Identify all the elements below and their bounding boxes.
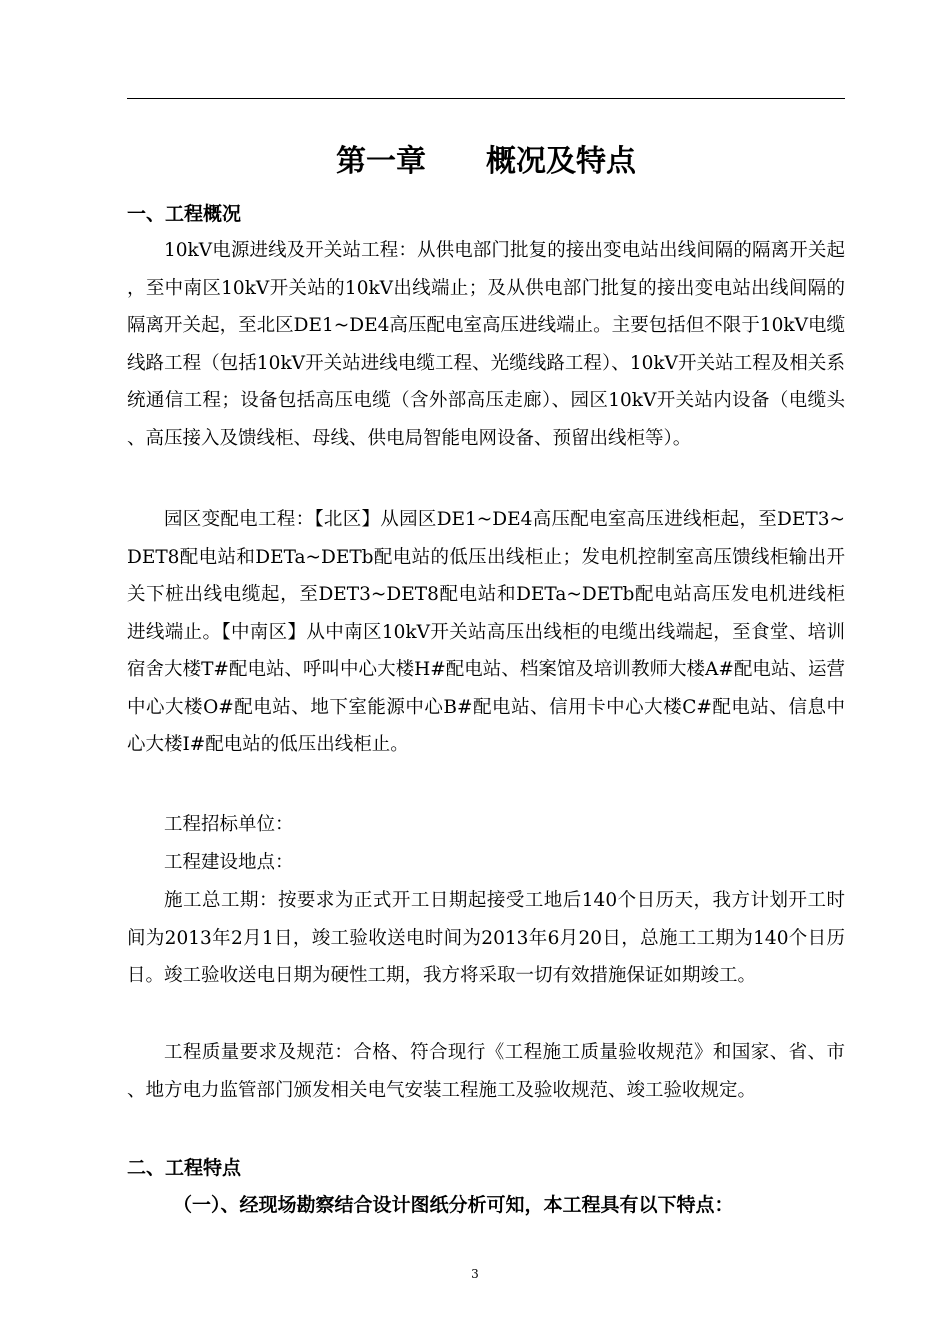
paragraph-substation: 园区变配电工程：【北区】从园区DE1~DE4高压配电室高压进线柜起，至DET3~DET8配电站和DETa~DETb配电站的低压出线柜止；发电机控制室高压馈线柜输出开关下桩出线电缆起，至DET3~DET8配电站和DETa~DETb配电站高压发电机进线柜进线端止。【中南区】从中南区10kV开关站高压出线柜的电缆出线端起，至食堂、培训宿舍大楼T#配电站、呼叫中心大楼H#配电站、档案馆及培训教师大楼A#配电站、运营中心大楼O#配电站、地下室能源中心B#配电站、信用卡中心大楼C#配电站、信息中心大楼I#配电站的低压出线柜止。 — [127, 509, 845, 755]
subheading-features-intro: （一）、经现场勘察结合设计图纸分析可知，本工程具有以下特点： — [173, 1194, 734, 1216]
header-rule — [127, 98, 845, 99]
section-heading-features: 二、工程特点 — [127, 1157, 242, 1179]
chapter-title: 第一章 概况及特点 — [336, 144, 636, 179]
paragraph-quality: 工程质量要求及规范：合格、符合现行《工程施工质量验收规范》和国家、省、市、地方电力监管部门颁发相关电气安装工程施工及验收规范、竣工验收规定。 — [127, 1042, 845, 1101]
page-number: 3 — [471, 1267, 479, 1281]
paragraph-schedule: 施工总工期：按要求为正式开工日期起接受工地后140个日历天，我方计划开工时间为2013年2月1日，竣工验收送电时间为2013年6月20日，总施工工期为140个日历日。竣工验收送电日期为硬性工期，我方将采取一切有效措施保证如期竣工。 — [127, 890, 845, 986]
paragraph-power-supply: 10kV电源进线及开关站工程：从供电部门批复的接出变电站出线间隔的隔离开关起，至中南区10kV开关站的10kV出线端止；及从供电部门批复的接出变电站出线间隔的隔离开关起，至北区DE1~DE4高压配电室高压进线端止。主要包括但不限于10kV电缆线路工程（包括10kV开关站进线电缆工程、光缆线路工程）、10kV开关站工程及相关系统通信工程；设备包括高压电缆（含外部高压走廊）、园区10kV开关站内设备（电缆头、高压接入及馈线柜、母线、供电局智能电网设备、预留出线柜等）。 — [127, 240, 845, 449]
paragraph-construction-site: 工程建设地点： — [164, 852, 294, 873]
paragraph-bidding-unit: 工程招标单位： — [164, 814, 294, 835]
section-heading-overview: 一、工程概况 — [127, 203, 242, 225]
